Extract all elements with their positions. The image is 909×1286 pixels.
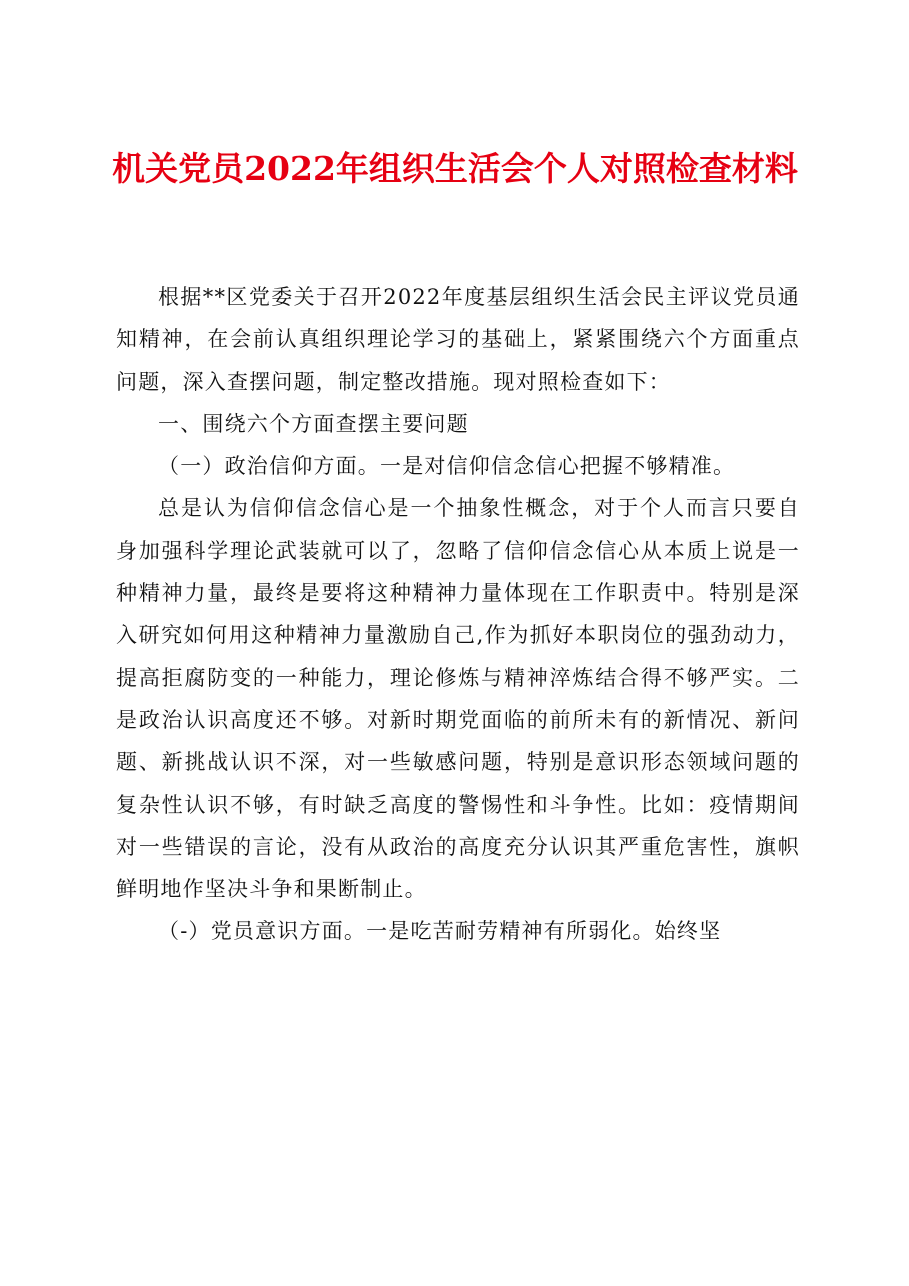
subsection-heading-party-awareness: （-）党员意识方面。一是吃苦耐劳精神有所弱化。始终坚 [158, 919, 722, 944]
body-paragraph: 总是认为信仰信念信心是一个抽象性概念，对于个人而言只要自身加强科学理论武装就可以了，忽略了信仰信念信心从本质上说是一种精神力量，最终是要将这种精神力量体现在工作职责中。特别是深入研究如何用这种精神力量激励自己,作为抓好本职岗位的强劲动力，提高拒腐防变的一种能力，理论修炼与精神淬炼结合得不够严实。二是政治认识高度还不够。对新时期党面临的前所未有的新情况、新问题、新挑战认识不深，对一些敏感问题，特别是意识形态领域问题的复杂性认识不够，有时缺乏高度的警惕性和斗争性。比如：疫情期间对一些错误的言论，没有从政治的高度充分认识其严重危害性，旗帜鲜明地作坚决斗争和果断制止。 [116, 496, 800, 902]
document-body [116, 276, 800, 953]
intro-paragraph: 根据**区党委关于召开2022年度基层组织生活会民主评议党员通知精神，在会前认真组织理论学习的基础上，紧紧围绕六个方面重点问题，深入查摆问题，制定整改措施。现对照检查如下： [116, 285, 800, 394]
subsection-heading-political: （一）政治信仰方面。一是对信仰信念信心把握不够精准。 [158, 454, 736, 479]
section-heading: 一、围绕六个方面查摆主要问题 [158, 411, 469, 436]
document-title: 机关党员2022年组织生活会个人对照检查材料 [112, 149, 798, 188]
